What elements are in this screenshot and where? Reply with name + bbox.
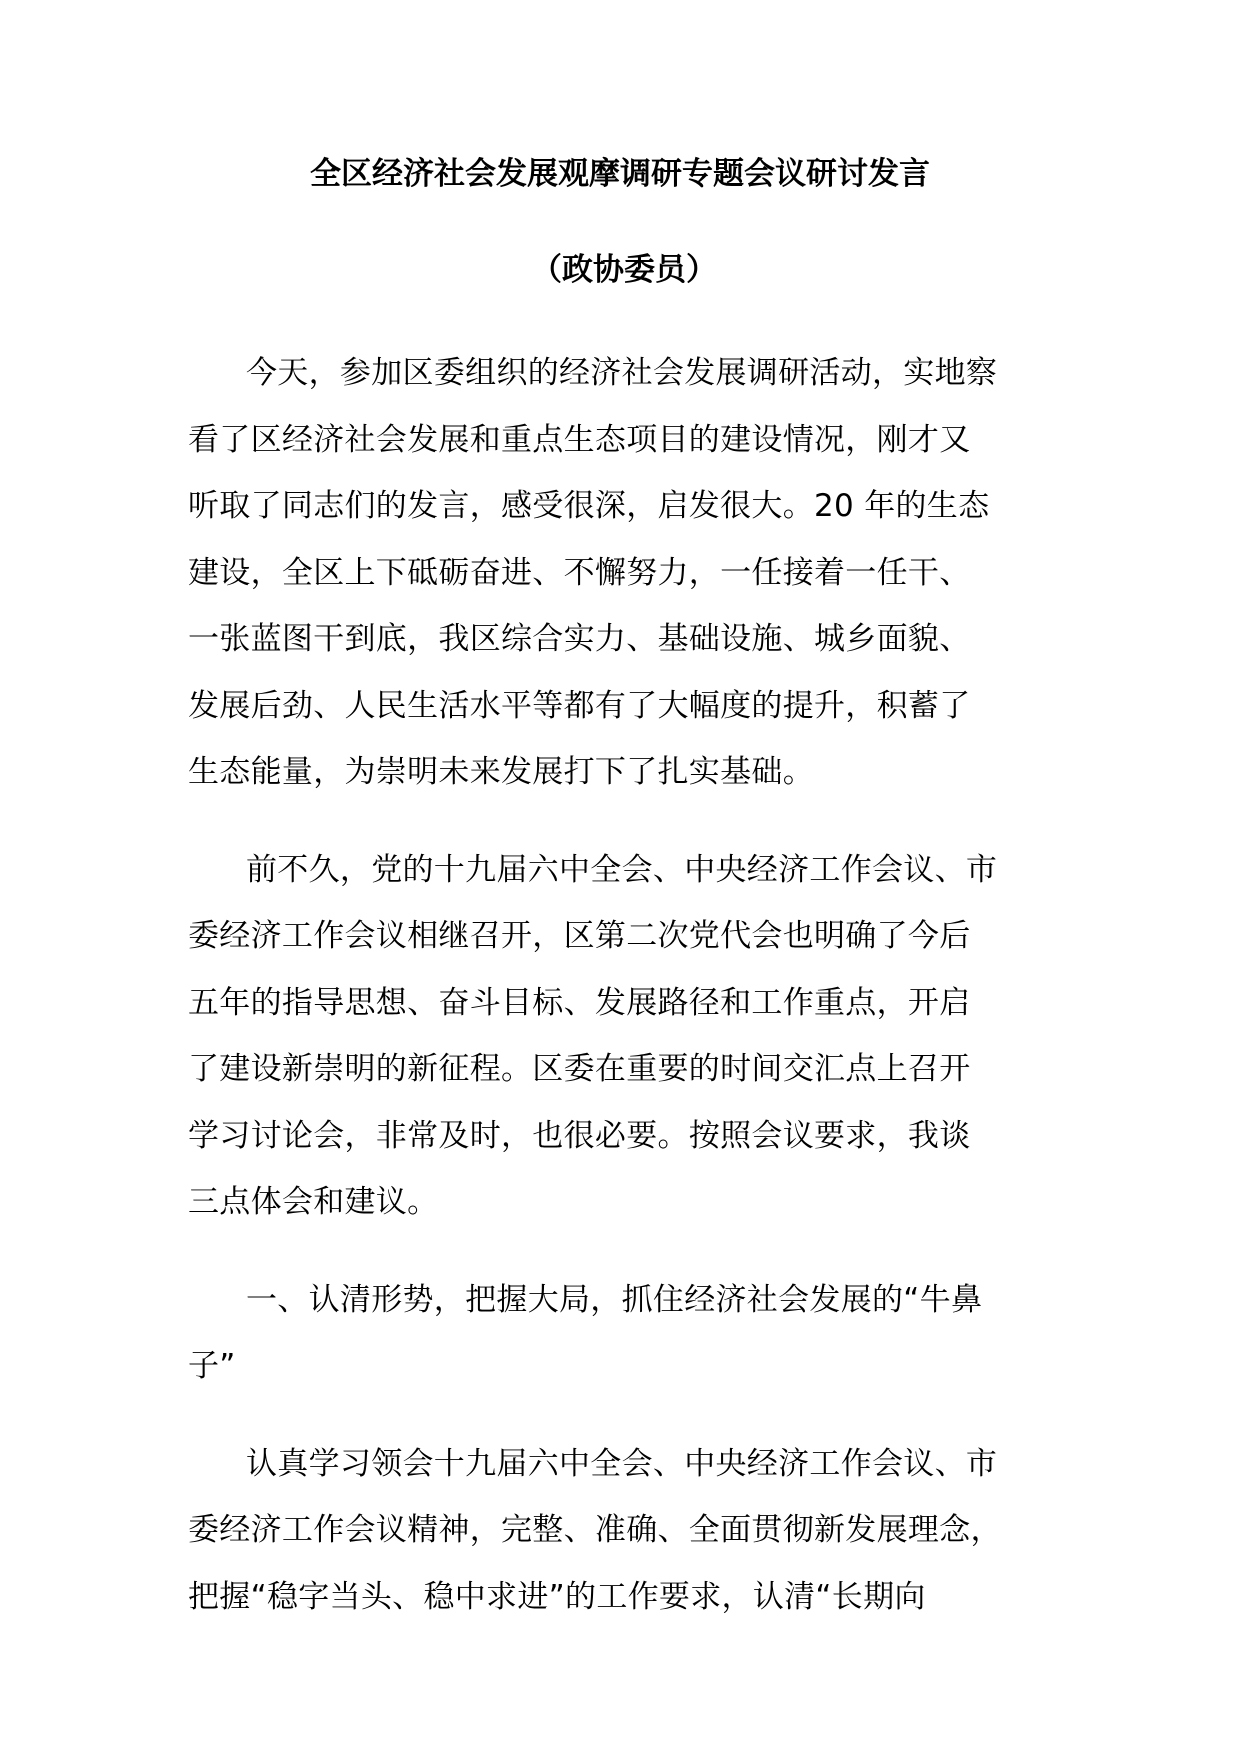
paragraph-2 (188, 837, 1058, 1236)
section-heading-1 (188, 1267, 1058, 1400)
paragraph-1 (188, 340, 1058, 806)
paragraph-3 (188, 1431, 1058, 1631)
paragraph-line: 看了区经济社会发展和重点生态项目的建设情况，刚才又 (188, 421, 971, 458)
document-subtitle: （政协委员） (531, 252, 717, 288)
paragraph-line: 委经济工作会议精神，完整、准确、全面贯彻新发展理念， (188, 1512, 1002, 1548)
paragraph-line: 发展后劲、人民生活水平等都有了大幅度的提升，积蓄了 (188, 687, 971, 724)
paragraph-line: 学习讨论会，非常及时，也很必要。按照会议要求，我谈 (188, 1117, 971, 1154)
paragraph-line: 三点体会和建议。 (188, 1184, 439, 1220)
paragraph-line: 委经济工作会议相继召开，区第二次党代会也明确了今后 (188, 918, 971, 954)
paragraph-line: 子” (188, 1348, 236, 1384)
paragraph-line: 听取了同志们的发言，感受很深，启发很大。20 年的生态 (188, 488, 990, 524)
paragraph-line: 前不久，党的十九届六中全会、中央经济工作会议、市 (246, 851, 998, 888)
paragraph-line: 今天，参加区委组织的经济社会发展调研活动，实地察 (246, 355, 998, 391)
paragraph-line: 一、认清形势，把握大局，抓住经济社会发展的“牛鼻 (246, 1281, 983, 1318)
paragraph-line: 认真学习领会十九届六中全会、中央经济工作会议、市 (246, 1445, 998, 1482)
paragraph-line: 建设，全区上下砥砺奋进、不懈努力，一任接着一任干、 (188, 554, 971, 591)
document-title: 全区经济社会发展观摩调研专题会议研讨发言 (310, 156, 930, 192)
paragraph-line: 生态能量，为崇明未来发展打下了扎实基础。 (188, 754, 814, 790)
paragraph-line: 一张蓝图干到底，我区综合实力、基础设施、城乡面貌、 (188, 621, 971, 657)
paragraph-line: 把握“稳字当头、稳中求进”的工作要求，认清“长期向 (188, 1578, 926, 1615)
paragraph-line: 五年的指导思想、奋斗目标、发展路径和工作重点，开启 (188, 984, 971, 1021)
document-body (188, 340, 1058, 1661)
paragraph-line: 了建设新崇明的新征程。区委在重要的时间交汇点上召开 (188, 1051, 971, 1087)
